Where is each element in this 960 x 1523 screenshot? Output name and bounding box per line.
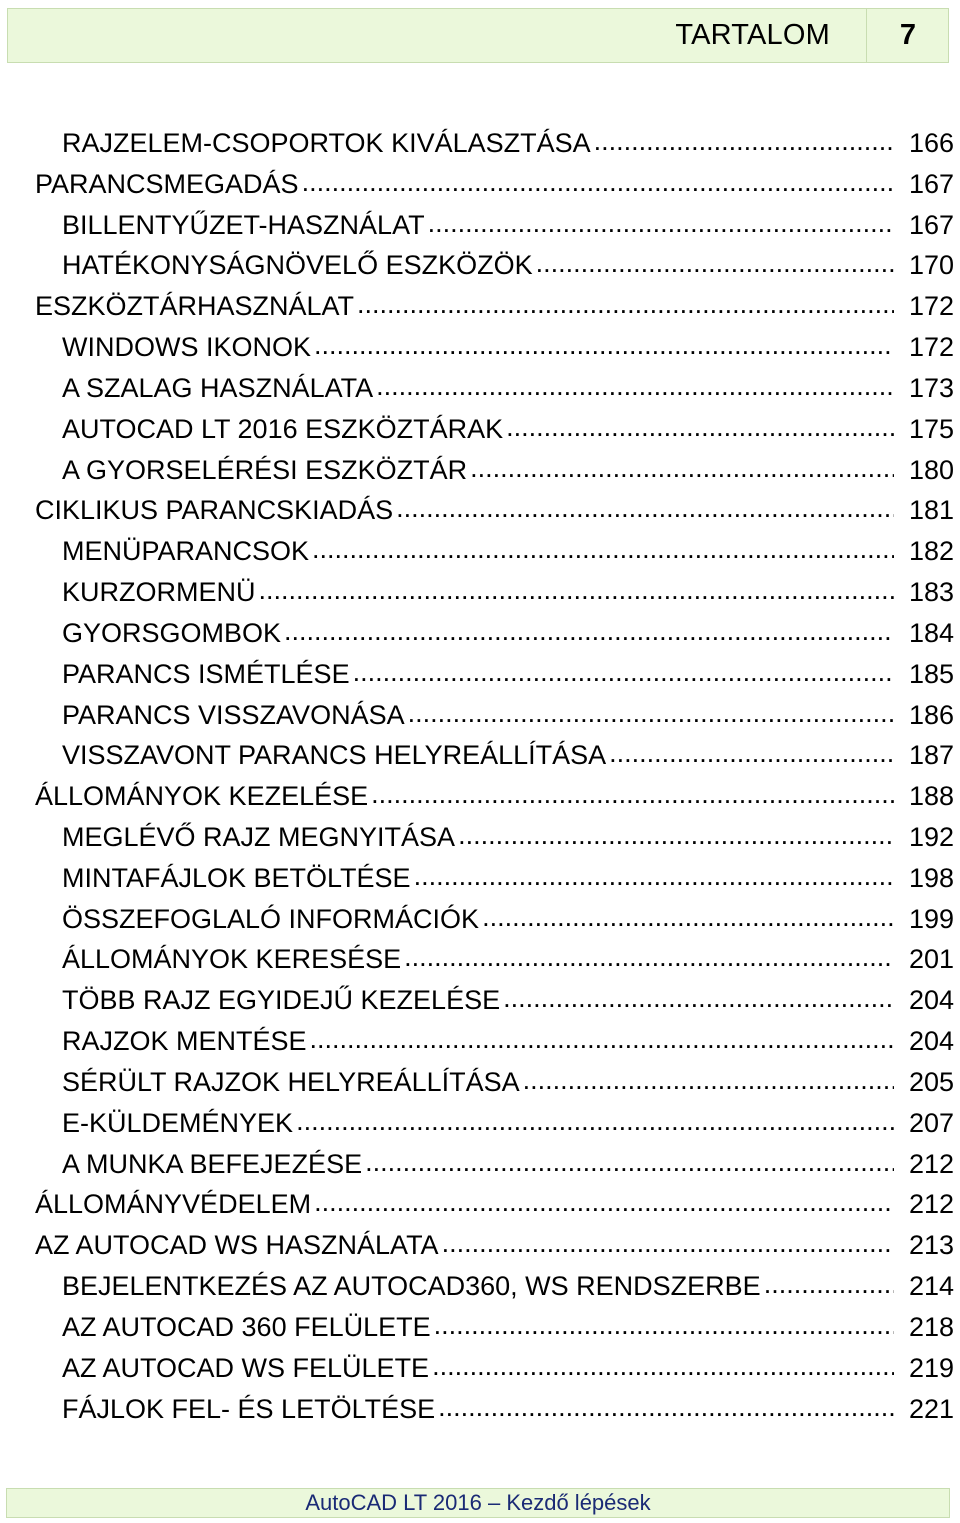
toc-entry-page: 201 — [908, 944, 954, 975]
toc-entry-label: ÁLLOMÁNYVÉDELEM — [35, 1189, 312, 1220]
toc-entry-page: 213 — [908, 1230, 954, 1261]
toc-dot-leader — [470, 457, 894, 484]
toc-entry-label: MEGLÉVŐ RAJZ MEGNYITÁSA — [62, 821, 456, 852]
toc-entry[interactable] — [0, 327, 960, 368]
toc-entry-label: AUTOCAD LT 2016 ESZKÖZTÁRAK — [62, 413, 504, 444]
toc-entry-label: GYORSGOMBOK — [62, 617, 282, 648]
toc-entry-label: E-KÜLDEMÉNYEK — [62, 1107, 294, 1138]
toc-entry-page: 167 — [908, 209, 954, 240]
toc-entry[interactable] — [0, 776, 960, 817]
toc-entry-page: 212 — [908, 1148, 954, 1179]
toc-entry-label: RAJZELEM-CSOPORTOK KIVÁLASZTÁSA — [62, 127, 591, 158]
toc-entry-label: VISSZAVONT PARANCS HELYREÁLLÍTÁSA — [62, 740, 607, 771]
toc-dot-leader — [396, 497, 894, 524]
toc-entry-label: CIKLIKUS PARANCSKIADÁS — [35, 495, 394, 526]
toc-dot-leader — [434, 1314, 894, 1341]
toc-entry[interactable] — [0, 654, 960, 695]
toc-entry-label: AZ AUTOCAD WS HASZNÁLATA — [35, 1230, 439, 1261]
toc-entry-page: 214 — [908, 1271, 954, 1302]
toc-entry[interactable] — [0, 450, 960, 491]
toc-entry-label: HATÉKONYSÁGNÖVELŐ ESZKÖZÖK — [62, 250, 533, 281]
toc-entry-page: 192 — [908, 821, 954, 852]
toc-entry-page: 172 — [908, 332, 954, 363]
toc-entry-page: 205 — [908, 1066, 954, 1097]
toc-dot-leader — [312, 538, 894, 565]
toc-entry[interactable] — [0, 531, 960, 572]
section-title: TARTALOM — [675, 19, 830, 51]
toc-entry[interactable] — [0, 490, 960, 531]
toc-entry-page: 204 — [908, 985, 954, 1016]
toc-entry-page: 212 — [908, 1189, 954, 1220]
toc-entry-label: AZ AUTOCAD 360 FELÜLETE — [62, 1311, 431, 1342]
toc-entry[interactable] — [0, 1185, 960, 1226]
toc-dot-leader — [536, 252, 894, 279]
toc-entry-label: KURZORMENÜ — [62, 577, 256, 608]
toc-entry-page: 207 — [908, 1107, 954, 1138]
toc-entry-page: 221 — [908, 1393, 954, 1424]
page-header — [7, 8, 949, 63]
toc-entry-label: ESZKÖZTÁRHASZNÁLAT — [35, 291, 355, 322]
toc-entry[interactable] — [0, 123, 960, 164]
toc-dot-leader — [414, 865, 894, 892]
toc-entry[interactable] — [0, 286, 960, 327]
toc-entry[interactable] — [0, 613, 960, 654]
toc-entry-label: A MUNKA BEFEJEZÉSE — [62, 1148, 363, 1179]
toc-dot-leader — [376, 375, 894, 402]
toc-entry-label: PARANCS VISSZAVONÁSA — [62, 699, 405, 730]
toc-entry-label: WINDOWS IKONOK — [62, 332, 311, 363]
toc-dot-leader — [458, 824, 894, 851]
toc-dot-leader — [442, 1232, 894, 1259]
toc-entry[interactable] — [0, 695, 960, 736]
toc-entry[interactable] — [0, 409, 960, 450]
toc-entry[interactable] — [0, 1021, 960, 1062]
toc-dot-leader — [428, 212, 894, 239]
toc-entry-label: FÁJLOK FEL- ÉS LETÖLTÉSE — [62, 1393, 436, 1424]
toc-dot-leader — [404, 946, 894, 973]
toc-dot-leader — [594, 130, 894, 157]
toc-entry-page: 204 — [908, 1026, 954, 1057]
toc-dot-leader — [523, 1069, 894, 1096]
toc-entry-label: A GYORSELÉRÉSI ESZKÖZTÁR — [62, 454, 468, 485]
toc-dot-leader — [284, 620, 894, 647]
toc-dot-leader — [302, 171, 894, 198]
toc-entry-page: 185 — [908, 658, 954, 689]
toc-entry-label: PARANCS ISMÉTLÉSE — [62, 658, 350, 689]
toc-entry-label: AZ AUTOCAD WS FELÜLETE — [62, 1352, 430, 1383]
toc-entry-page: 175 — [908, 413, 954, 444]
toc-dot-leader — [764, 1273, 894, 1300]
toc-entry-label: A SZALAG HASZNÁLATA — [62, 372, 374, 403]
toc-entry-label: ÁLLOMÁNYOK KERESÉSE — [62, 944, 402, 975]
toc-entry-label: MINTAFÁJLOK BETÖLTÉSE — [62, 862, 411, 893]
toc-dot-leader — [365, 1151, 894, 1178]
toc-entry-page: 187 — [908, 740, 954, 771]
toc-entry-label: BILLENTYŰZET-HASZNÁLAT — [62, 209, 425, 240]
toc-entry[interactable] — [0, 899, 960, 940]
toc-entry-page: 170 — [908, 250, 954, 281]
toc-entry-page: 184 — [908, 617, 954, 648]
toc-dot-leader — [503, 987, 894, 1014]
toc-entry[interactable] — [0, 1266, 960, 1307]
toc-entry-page: 181 — [908, 495, 954, 526]
toc-entry-page: 198 — [908, 862, 954, 893]
toc-entry[interactable] — [0, 1144, 960, 1185]
page-number: 7 — [899, 19, 917, 51]
toc-entry-label: TÖBB RAJZ EGYIDEJŰ KEZELÉSE — [62, 985, 501, 1016]
toc-entry-page: 182 — [908, 536, 954, 567]
toc-entry-label: RAJZOK MENTÉSE — [62, 1026, 307, 1057]
toc-entry-label: MENÜPARANCSOK — [62, 536, 310, 567]
toc-entry[interactable] — [0, 572, 960, 613]
toc-entry[interactable] — [0, 1307, 960, 1348]
toc-entry-label: PARANCSMEGADÁS — [35, 168, 299, 199]
toc-entry[interactable] — [0, 858, 960, 899]
toc-entry-page: 167 — [908, 168, 954, 199]
toc-dot-leader — [432, 1355, 894, 1382]
toc-entry-label: ÖSSZEFOGLALÓ INFORMÁCIÓK — [62, 903, 480, 934]
toc-dot-leader — [438, 1396, 894, 1423]
toc-entry[interactable] — [0, 735, 960, 776]
toc-entry[interactable] — [0, 980, 960, 1021]
toc-dot-leader — [408, 702, 894, 729]
toc-entry-page: 173 — [908, 372, 954, 403]
toc-entry[interactable] — [0, 1062, 960, 1103]
toc-entry[interactable] — [0, 245, 960, 286]
toc-dot-leader — [371, 783, 894, 810]
toc-dot-leader — [609, 742, 894, 769]
toc-entry[interactable] — [0, 1225, 960, 1266]
toc-dot-leader — [314, 334, 894, 361]
page-footer — [6, 1488, 950, 1518]
toc-dot-leader — [482, 906, 894, 933]
toc-entry[interactable] — [0, 817, 960, 858]
toc-entry[interactable] — [0, 1389, 960, 1430]
toc-entry[interactable] — [0, 1348, 960, 1389]
toc-entry[interactable] — [0, 940, 960, 981]
toc-dot-leader — [506, 416, 894, 443]
footer-text: AutoCAD LT 2016 – Kezdő lépések — [305, 1490, 651, 1515]
toc-entry-page: 218 — [908, 1311, 954, 1342]
toc-entry-page: 199 — [908, 903, 954, 934]
toc-entry-label: BEJELENTKEZÉS AZ AUTOCAD360, WS RENDSZERBE — [62, 1271, 761, 1302]
toc-entry-label: ÁLLOMÁNYOK KEZELÉSE — [35, 781, 369, 812]
toc-dot-leader — [314, 1191, 894, 1218]
toc-entry[interactable] — [0, 368, 960, 409]
toc-dot-leader — [353, 661, 894, 688]
toc-entry-page: 172 — [908, 291, 954, 322]
toc-entry-page: 166 — [908, 127, 954, 158]
toc-entry[interactable] — [0, 164, 960, 205]
toc-entry-page: 180 — [908, 454, 954, 485]
toc-dot-leader — [296, 1110, 894, 1137]
toc-dot-leader — [259, 579, 895, 606]
toc-dot-leader — [310, 1028, 894, 1055]
toc-entry-label: SÉRÜLT RAJZOK HELYREÁLLÍTÁSA — [62, 1066, 520, 1097]
toc-entry[interactable] — [0, 1103, 960, 1144]
toc-entry[interactable] — [0, 205, 960, 246]
toc-entry-page: 183 — [908, 577, 954, 608]
table-of-contents — [0, 123, 960, 1430]
toc-entry-page: 188 — [908, 781, 954, 812]
header-divider — [866, 9, 867, 62]
toc-entry-page: 219 — [908, 1352, 954, 1383]
toc-dot-leader — [357, 293, 894, 320]
toc-entry-page: 186 — [908, 699, 954, 730]
